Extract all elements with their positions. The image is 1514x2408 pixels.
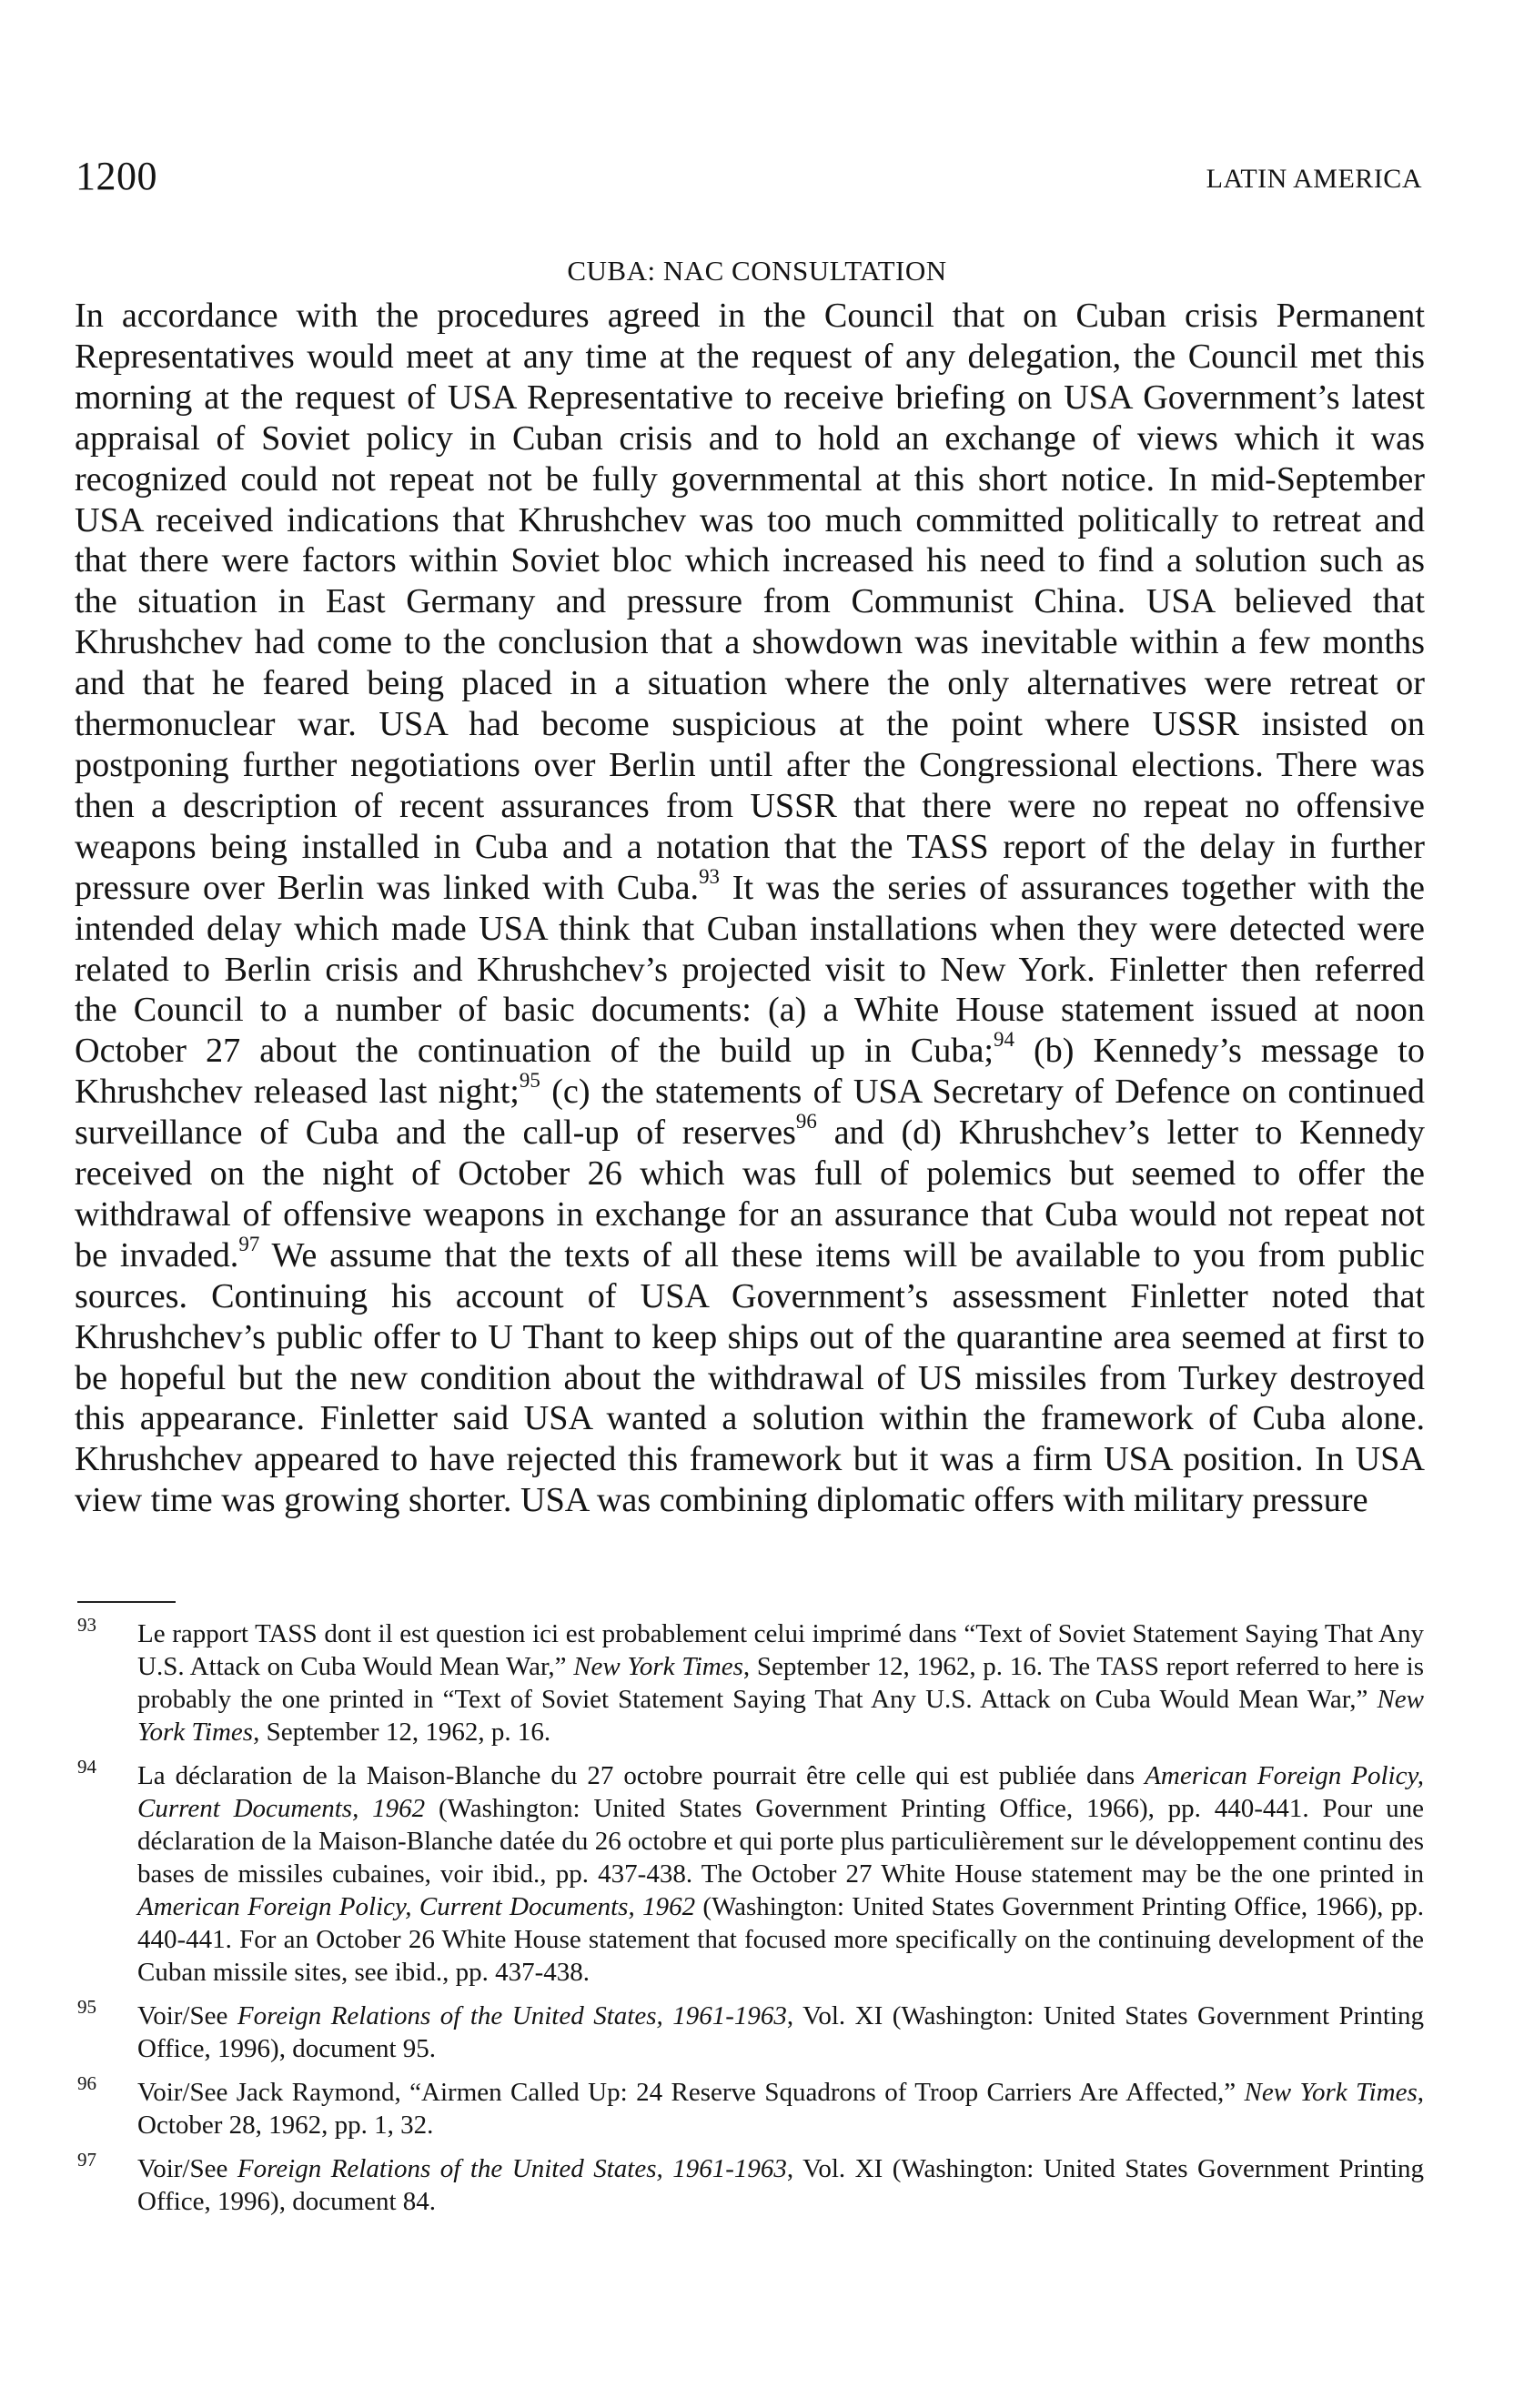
text-line: be hopeful but the new condition about the withdrawal of US missiles from Turkey destroyed [75,1358,1425,1397]
text-line: Representatives would meet at any time at the request of any delegation, the Council met this [75,337,1425,376]
footnote-94 [77,1756,1425,1989]
citation-title: New York Times [1244,2078,1418,2107]
footnote-divider [77,1601,176,1603]
text-segment: (b) Kennedy’s message to [1014,1032,1425,1071]
text-line: this appearance. Finletter said USA wanted a solution within the framework of Cuba alone. [75,1399,1425,1438]
text-line: USA received indications that Khrushchev was too much committed politically to retreat and [75,500,1425,539]
footnote-97 [77,2149,1424,2218]
footnote-text [137,2152,1424,2218]
text-line: and that he feared being placed in a situation where the only alternatives were retreat or [75,664,1425,703]
footnote-text [137,1759,1424,1989]
text-line: that there were factors within Soviet bloc which increased his need to find a solution such as [75,541,1425,580]
footnote-ref-96[interactable]: 96 [795,1109,817,1133]
footnote-text [137,2000,1424,2065]
text-line [75,1109,1425,1154]
text-segment: be invaded. [75,1235,239,1275]
page-number: 1200 [76,154,157,198]
text-line: the Council to a number of basic documents: (a) a White House statement issued at noon [75,991,1425,1030]
text-line: Khrushchev’s public offer to U Thant to keep ships out of the quarantine area seemed at first to [75,1317,1425,1356]
citation-title: Foreign Relations of the United States, 1961-1963 [237,2154,787,2183]
text-segment: (Washington: United States Government Printing Office, 1966), pp. 440-441. Pour une déclaration de la Maison-Blanche datée du 26 octobre et qui porte plus particulièrement sur le développement continu des bases de missiles cubaines, voir ibid., pp. 437-438. The October 27 White House statement may be the one printed in [137,1794,1425,1889]
text-line: recognized could not repeat not be fully governmental at this short notice. In mid-September [75,459,1425,499]
text-line: withdrawal of offensive weapons in exchange for an assurance that Cuba would not repeat not [75,1194,1425,1234]
text-segment: , September 12, 1962, p. 16. The TASS report referred to here is probably the one printed in “Text of Soviet Statement Saying That Any U.S. Attack on Cuba Would Mean War,” [137,1652,1424,1714]
citation-title: American Foreign Policy, Current Documents, 1962 [137,1892,696,1921]
citation-title: American Foreign Policy, Current Documents, 1962 [137,1761,1424,1823]
text-line: postponing further negotiations over Berlin until after the Congressional elections. There was [75,745,1425,784]
footnote-ref-93[interactable]: 93 [699,864,720,888]
text-line: the situation in East Germany and pressure from Communist China. USA believed that [75,582,1425,621]
text-segment: , Vol. XI (Washington: United States Government Printing Office, 1996), document 84. [137,2154,1424,2216]
text-segment: Khrushchev released last night; [75,1073,520,1112]
text-line: weapons being installed in Cuba and a notation that the TASS report of the delay in further [75,827,1425,866]
text-segment: , Vol. XI (Washington: United States Government Printing Office, 1996), document 95. [137,2001,1424,2063]
text-segment: , September 12, 1962, p. 16. [253,1718,551,1747]
text-line: In accordance with the procedures agreed in the Council that on Cuban crisis Permanent [75,297,1425,335]
citation-title: New York Times [137,1685,1424,1747]
footnote-number: 95 [77,1996,96,2018]
footnotes [77,1614,1425,2229]
running-head: LATIN AMERICA [1206,164,1422,194]
text-line: received on the night of October 26 which was full of polemics but seemed to offer the [75,1154,1425,1194]
section-title: CUBA: NAC CONSULTATION [567,255,947,287]
text-segment: surveillance of Cuba and the call-up of reserves [75,1113,796,1153]
footnote-96 [77,2072,1424,2141]
text-segment: Voir/See [137,2001,237,2030]
text-segment: La déclaration de la Maison-Blanche du 27 octobre pourrait être celle qui est publiée dans [137,1761,1146,1790]
text-line [75,864,1425,909]
text-line: Khrushchev appeared to have rejected this framework but it was a firm USA position. In USA [75,1440,1425,1479]
footnote-ref-97[interactable]: 97 [238,1232,260,1255]
text-segment: Voir/See Jack Raymond, “Airmen Called Up: 24 Reserve Squadrons of Troop Carriers Are Affected,” [137,2078,1245,2107]
citation-title: New York Times [573,1652,743,1681]
text-segment: (Washington: United States Government Printing Office, 1966), pp. 440-441. For an October 26 White House statement that focused more specifically on the continuing development of the Cuban missile sites, see ibid., pp. 437-438. [137,1892,1424,1987]
text-line: sources. Continuing his account of USA Government’s assessment Finletter noted that [75,1276,1425,1315]
text-segment: , October 28, 1962, pp. 1, 32. [137,2078,1424,2140]
footnote-text [137,2076,1424,2141]
text-line: related to Berlin crisis and Khrushchev’s projected visit to New York. Finletter then referred [75,950,1425,989]
footnote-number: 97 [77,2149,96,2171]
text-line: intended delay which made USA think that Cuban installations when they were detected were [75,909,1425,948]
text-segment: We assume that the texts of all these items will be available to you from public [259,1235,1425,1275]
footnote-number: 93 [77,1614,96,1636]
text-line: view time was growing shorter. USA was combining diplomatic offers with military pressure [75,1481,1368,1520]
footnote-number: 94 [77,1756,96,1778]
text-line [75,1028,1425,1072]
citation-title: Foreign Relations of the United States, 1961-1963 [237,2001,787,2030]
text-segment: Le rapport TASS dont il est question ici est probablement celui imprimé dans “Text of Soviet Statement Saying That Any U.S. Attack on Cuba Would Mean War,” [137,1619,1424,1681]
text-line [75,1069,1425,1113]
text-line: appraisal of Soviet policy in Cuban crisis and to hold an exchange of views which it was [75,418,1425,458]
footnote-ref-95[interactable]: 95 [519,1069,540,1093]
text-segment: Voir/See [137,2154,237,2183]
text-line: thermonuclear war. USA had become suspicious at the point where USSR insisted on [75,705,1425,744]
footnote-text [137,1617,1424,1748]
footnote-93 [77,1614,1424,1748]
text-segment: and (d) Khrushchev’s letter to Kennedy [816,1113,1425,1153]
text-segment: It was the series of assurances together with the [719,868,1425,907]
body-paragraph [75,296,1425,1521]
text-segment: October 27 about the continuation of the build up in Cuba; [75,1032,994,1071]
text-line: then a description of recent assurances from USSR that there were no repeat no offensive [75,786,1425,825]
text-line [75,1232,1425,1276]
text-line: Khrushchev had come to the conclusion that a showdown was inevitable within a few months [75,623,1425,662]
text-segment: (c) the statements of USA Secretary of Defence on continued [540,1073,1425,1112]
text-line: morning at the request of USA Representative to receive briefing on USA Government’s latest [75,378,1425,417]
footnote-95 [77,1996,1424,2065]
text-segment: pressure over Berlin was linked with Cuba. [75,868,700,907]
footnote-number: 96 [77,2072,96,2094]
footnote-ref-94[interactable]: 94 [994,1028,1014,1052]
